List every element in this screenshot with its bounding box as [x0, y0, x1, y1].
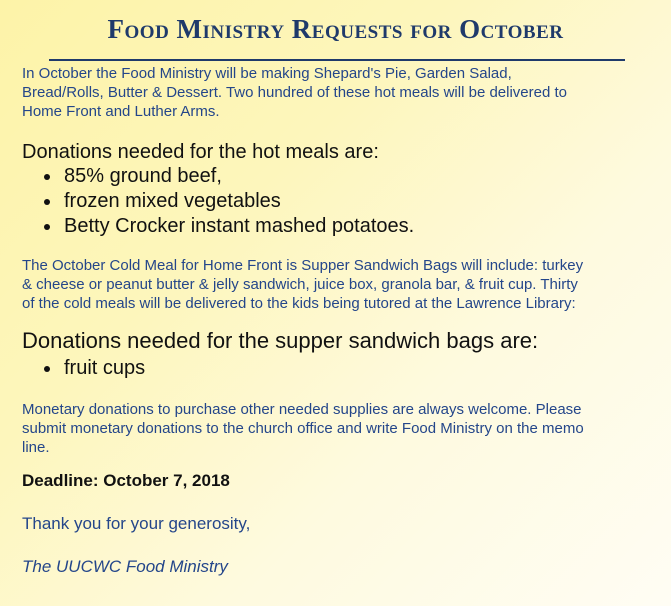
title-text: Food Ministry Requests for October [107, 14, 564, 44]
deadline-text: Deadline: October 7, 2018 [22, 471, 230, 490]
list-item-label: frozen mixed vegetables [64, 190, 281, 212]
cold-meal-line: & cheese or peanut butter & jelly sandwich, juice box, granola bar, & fruit cup. Thirty [22, 276, 578, 293]
monetary-line: line. [22, 439, 50, 456]
hot-meals-heading: Donations needed for the hot meals are: [22, 141, 379, 163]
list-item [22, 214, 414, 239]
intro-paragraph [22, 64, 657, 121]
page-title [0, 14, 671, 45]
list-item-label: fruit cups [64, 357, 146, 379]
hot-meals-list [22, 164, 414, 239]
list-item [22, 356, 145, 381]
sandwich-bags-heading: Donations needed for the supper sandwich bags are: [22, 328, 539, 353]
title-underline [49, 59, 625, 61]
intro-line: Bread/Rolls, Butter & Dessert. Two hundred of these hot meals will be delivered to [22, 84, 568, 101]
bullet-icon [44, 174, 50, 180]
sandwich-bags-list [22, 356, 145, 381]
bullet-icon [44, 199, 50, 205]
list-item [22, 189, 414, 214]
monetary-line: submit monetary donations to the church office and write Food Ministry on the memo [22, 420, 584, 437]
cold-meal-line: The October Cold Meal for Home Front is Supper Sandwich Bags will include: turkey [22, 257, 584, 274]
monetary-paragraph [22, 400, 657, 457]
list-item-label: 85% ground beef, [64, 165, 222, 187]
bullet-icon [44, 224, 50, 230]
list-item [22, 164, 414, 189]
cold-meal-paragraph [22, 256, 657, 313]
intro-line: In October the Food Ministry will be making Shepard's Pie, Garden Salad, [22, 65, 512, 82]
signature-text: The UUCWC Food Ministry [22, 557, 228, 576]
list-item-label: Betty Crocker instant mashed potatoes. [64, 215, 415, 237]
cold-meal-line: of the cold meals will be delivered to the kids being tutored at the Lawrence Library: [22, 295, 576, 312]
intro-line: Home Front and Luther Arms. [22, 103, 220, 120]
bullet-icon [44, 366, 50, 372]
thanks-text: Thank you for your generosity, [22, 514, 251, 533]
monetary-line: Monetary donations to purchase other needed supplies are always welcome. Please [22, 401, 582, 418]
